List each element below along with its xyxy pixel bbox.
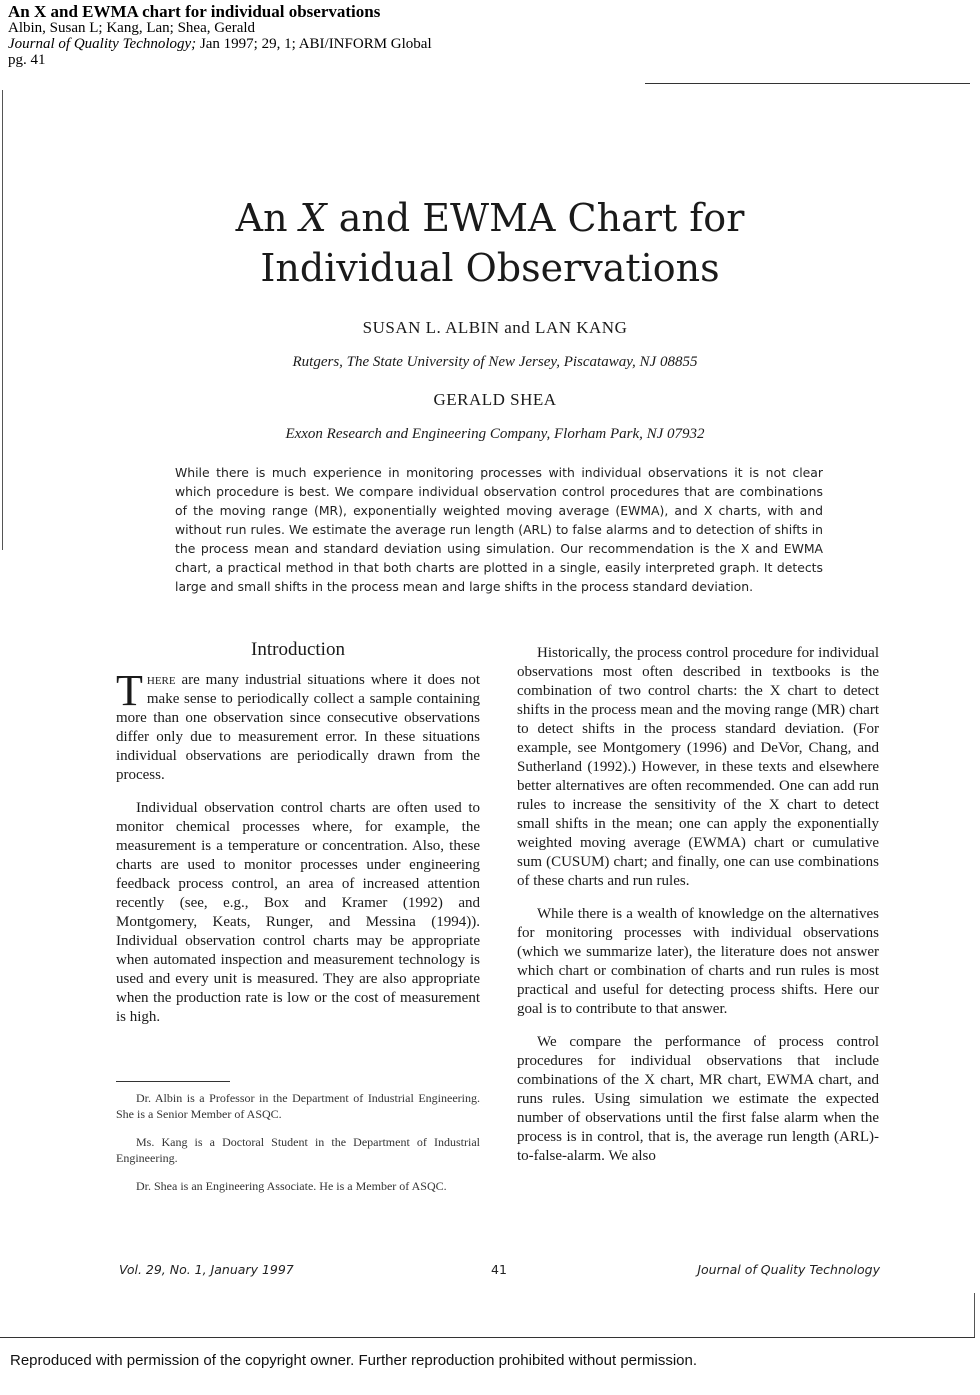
footer-page-number: 41: [491, 1262, 507, 1277]
drop-cap: T: [116, 666, 143, 715]
footnotes: [116, 1090, 480, 1206]
left-column: [116, 640, 480, 1041]
affiliation-primary: Rutgers, The State University of New Jersey, Piscataway, NJ 08855: [292, 354, 698, 370]
paper-title-line-1: [90, 193, 890, 243]
abstract: While there is much experience in monitoring processes with individual observations it is not clear which procedure is best. We compare individual observation control procedures that are combinations of the moving range (MR), exponentially weighted moving average (EWMA), and X charts, with and without run rules. We estimate the average run length (ARL) to false alarms and to detection of shifts in the process mean and standard deviation using simulation. Our recommendation is the X and EWMA chart, a practical method in that both charts are plotted in a single, easily interpreted graph. It detects large and small shifts in the process mean and large shifts in the process standard deviation.: [175, 465, 823, 594]
footnote-rule: [116, 1081, 230, 1082]
intro-smallcaps: here: [146, 672, 176, 688]
citation-title: An X and EWMA chart for individual observations: [8, 2, 381, 21]
intro-paragraph-2: Individual observation control charts are often used to monitor chemical processes where, for example, the measurement is a temperature or concentration. Also, these charts are used to monitor processes under engineering feedback process control, an area of increased attention recently (see, e.g., Box and Kramer (1992) and Montgomery, Keats, Runger, and Messina (1994)). Individual observation control charts may be appropriate when automated inspection and measurement technology is used and every unit is measured. They are also appropriate when the production rate is low or the cost of measurement is high.: [116, 800, 480, 1025]
citation-page: pg. 41: [8, 52, 46, 68]
citation-journal: Journal of Quality Technology;: [8, 36, 197, 52]
right-paragraph-2: While there is a wealth of knowledge on the alternatives for monitoring processes with individual observations (which we summarize later), the literature does not answer which chart or combination of charts and run rules is most practical and useful for detecting process shifts. Here our goal is to contribute to that answer.: [517, 906, 879, 1017]
citation-authors: Albin, Susan L; Kang, Lan; Shea, Gerald: [8, 20, 256, 36]
paper-title: [90, 193, 890, 293]
footnote-kang: Ms. Kang is a Doctoral Student in the Department of Industrial Engineering.: [116, 1135, 480, 1165]
footer-journal: Journal of Quality Technology: [697, 1262, 880, 1277]
right-column: [517, 644, 879, 1180]
title-post: and EWMA Chart for: [326, 196, 745, 240]
bottom-rule: [0, 1337, 975, 1338]
title-pre: An: [235, 196, 300, 240]
footnote-albin: Dr. Albin is a Professor in the Department of Industrial Engineering. She is a Senior Member of ASQC.: [116, 1091, 480, 1121]
intro-paragraph-1: [116, 666, 480, 785]
citation-block: [8, 4, 432, 68]
authors-primary: SUSAN L. ALBIN and LAN KANG: [362, 318, 628, 337]
footer-volume: Vol. 29, No. 1, January 1997: [119, 1262, 294, 1277]
right-paragraph-3: We compare the performance of process control procedures for individual observations that include combinations of the X chart, MR chart, EWMA chart, and runs rules. Using simulation we estimate the expected number of observations until the first false alarm when the process is in control, that is, the average run length (ARL)-to-false-alarm. We also: [517, 1034, 879, 1164]
paper-title-line-2: Individual Observations: [260, 246, 720, 290]
intro-paragraph-1-text: are many industrial situations where it does not make sense to periodically collect a sample containing more than one observation since consecutive observations differ only due to measurement error. In these situations individual observations are periodically drawn from the process.: [116, 672, 480, 783]
authors-secondary: GERALD SHEA: [433, 390, 557, 409]
right-paragraph-1: Historically, the process control procedure for individual observations most often described in textbooks is the combination of two control charts: the X chart to detect shifts in the process mean and the moving range (MR) chart to detect shifts in the process standard deviation. (For example, see Montgomery (1996) and DeVor, Chang, and Sutherland (1992).) However, in these texts and elsewhere better alternatives are often recommended. One can add run rules to increase the sensitivity of the X chart to detect small shifts in the mean; one can apply the exponentially weighted moving average (EWMA) chart or cumulative sum (CUSUM) chart; and finally, one can use combinations of these charts and run rules.: [517, 645, 879, 889]
header-rule: [645, 83, 970, 84]
title-x: X: [299, 196, 327, 240]
section-heading-introduction: Introduction: [251, 639, 345, 660]
citation-issue: Jan 1997; 29, 1; ABI/INFORM Global: [196, 36, 432, 52]
citation-journal-line: [8, 36, 432, 52]
right-margin-line: [974, 1293, 975, 1338]
affiliation-secondary: Exxon Research and Engineering Company, Florham Park, NJ 07932: [285, 426, 705, 442]
footnote-shea: Dr. Shea is an Engineering Associate. He is a Member of ASQC.: [136, 1179, 447, 1193]
left-margin-line: [2, 90, 3, 550]
reproduction-notice: Reproduced with permission of the copyright owner. Further reproduction prohibited without permission.: [10, 1352, 698, 1369]
